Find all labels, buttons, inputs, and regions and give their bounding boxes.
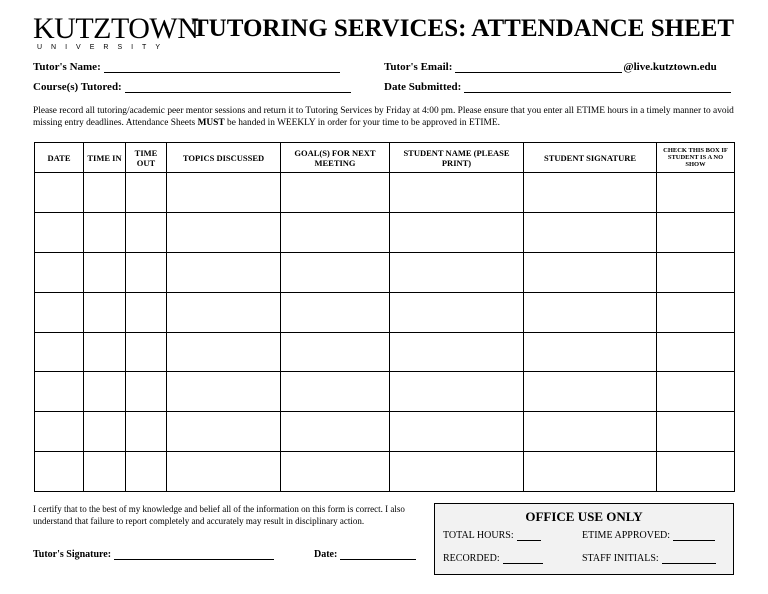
cell-student-signature[interactable]	[524, 452, 657, 492]
header-student-signature: STUDENT SIGNATURE	[524, 143, 657, 173]
date-submitted-label: Date Submitted:	[384, 81, 462, 93]
cell-date[interactable]	[35, 292, 84, 332]
signature-date-field[interactable]	[314, 548, 416, 560]
cell-no-show-checkbox[interactable]	[657, 252, 735, 292]
recorded-line[interactable]	[503, 553, 543, 564]
courses-label: Course(s) Tutored:	[33, 81, 122, 93]
cell-student-signature[interactable]	[524, 212, 657, 252]
cell-goals[interactable]	[281, 173, 390, 213]
cell-goals[interactable]	[281, 452, 390, 492]
cell-no-show-checkbox[interactable]	[657, 412, 735, 452]
cell-time-out[interactable]	[126, 173, 167, 213]
header-time-in: TIME IN	[84, 143, 126, 173]
header-time-out: TIME OUT	[126, 143, 167, 173]
office-title: OFFICE USE ONLY	[525, 509, 643, 524]
tutor-name-line[interactable]	[104, 60, 340, 73]
cell-no-show-checkbox[interactable]	[657, 452, 735, 492]
certification-text: I certify that to the best of my knowledge and belief all of the information on this form is correct. I also understand that failure to report completely and accurately may result in disciplinary action.	[33, 504, 405, 526]
courses-line[interactable]	[125, 80, 351, 93]
cell-time-in[interactable]	[84, 252, 126, 292]
cell-student-signature[interactable]	[524, 173, 657, 213]
cell-time-out[interactable]	[126, 412, 167, 452]
cell-date[interactable]	[35, 252, 84, 292]
attendance-table	[34, 142, 735, 492]
cell-no-show-checkbox[interactable]	[657, 292, 735, 332]
table-body	[35, 173, 735, 492]
cell-topics[interactable]	[167, 332, 281, 372]
cell-time-out[interactable]	[126, 372, 167, 412]
table-row	[35, 372, 735, 412]
cell-student-name[interactable]	[390, 212, 524, 252]
total-hours-label: TOTAL HOURS:	[443, 530, 514, 541]
office-use-box	[434, 503, 734, 575]
table-row	[35, 173, 735, 213]
cell-no-show-checkbox[interactable]	[657, 212, 735, 252]
cell-date[interactable]	[35, 372, 84, 412]
page-title: TUTORING SERVICES: ATTENDANCE SHEET	[192, 15, 735, 42]
cell-time-in[interactable]	[84, 212, 126, 252]
tutor-name-label: Tutor's Name:	[33, 61, 101, 73]
cell-no-show-checkbox[interactable]	[657, 173, 735, 213]
cell-student-name[interactable]	[390, 452, 524, 492]
courses-field[interactable]	[33, 80, 351, 93]
cell-topics[interactable]	[167, 452, 281, 492]
cell-topics[interactable]	[167, 372, 281, 412]
cell-topics[interactable]	[167, 292, 281, 332]
cell-time-in[interactable]	[84, 292, 126, 332]
cell-student-name[interactable]	[390, 292, 524, 332]
tutor-email-field[interactable]	[384, 60, 717, 73]
table-row	[35, 212, 735, 252]
cell-topics[interactable]	[167, 252, 281, 292]
cell-goals[interactable]	[281, 292, 390, 332]
cell-date[interactable]	[35, 332, 84, 372]
date-submitted-field[interactable]	[384, 80, 731, 93]
cell-no-show-checkbox[interactable]	[657, 332, 735, 372]
university-logo	[33, 12, 199, 53]
cell-topics[interactable]	[167, 212, 281, 252]
etime-approved-label: ETIME APPROVED:	[582, 530, 671, 541]
cell-date[interactable]	[35, 412, 84, 452]
cell-student-name[interactable]	[390, 412, 524, 452]
instructions	[33, 105, 738, 129]
cell-time-in[interactable]	[84, 173, 126, 213]
total-hours-line[interactable]	[517, 530, 541, 541]
cell-date[interactable]	[35, 212, 84, 252]
cell-student-signature[interactable]	[524, 372, 657, 412]
cell-student-signature[interactable]	[524, 412, 657, 452]
staff-initials-line[interactable]	[662, 553, 716, 564]
cell-time-in[interactable]	[84, 332, 126, 372]
tutor-name-field[interactable]	[33, 60, 340, 73]
logo-wordmark: KUTZTOWN	[33, 12, 199, 45]
recorded-field[interactable]	[443, 553, 543, 564]
cell-student-name[interactable]	[390, 372, 524, 412]
header-topics: TOPICS DISCUSSED	[167, 143, 281, 173]
cell-goals[interactable]	[281, 332, 390, 372]
cell-time-out[interactable]	[126, 252, 167, 292]
instructions-emphasis: MUST	[197, 118, 225, 128]
header-no-show: CHECK THIS BOX IF STUDENT IS A NO SHOW	[657, 143, 735, 173]
cell-student-signature[interactable]	[524, 292, 657, 332]
etime-approved-line[interactable]	[673, 530, 715, 541]
cell-no-show-checkbox[interactable]	[657, 372, 735, 412]
header-goals: GOAL(S) FOR NEXT MEETING	[281, 143, 390, 173]
cell-goals[interactable]	[281, 252, 390, 292]
cell-time-out[interactable]	[126, 212, 167, 252]
cell-topics[interactable]	[167, 412, 281, 452]
cell-student-signature[interactable]	[524, 252, 657, 292]
cell-goals[interactable]	[281, 372, 390, 412]
cell-time-in[interactable]	[84, 372, 126, 412]
table-row	[35, 332, 735, 372]
cell-topics[interactable]	[167, 173, 281, 213]
logo-subtitle: UNIVERSITY	[37, 44, 170, 51]
instructions-text-1: Please record all tutoring/academic peer mentor sessions and return it to Tutoring Services by Friday at 4:00 pm. Please ensure that you enter all ETIME hours in a timely manner to avoid missing entry deadlines. Attendance Sheets	[33, 106, 734, 128]
recorded-label: RECORDED:	[443, 553, 500, 564]
signature-date-label: Date:	[314, 549, 338, 560]
table-row	[35, 412, 735, 452]
cell-time-in[interactable]	[84, 452, 126, 492]
tutor-signature-field[interactable]	[33, 548, 274, 560]
email-domain: @live.kutztown.edu	[623, 61, 717, 73]
cell-student-name[interactable]	[390, 252, 524, 292]
header-date: DATE	[35, 143, 84, 173]
header-student-name: STUDENT NAME (PLEASE PRINT)	[390, 143, 524, 173]
cell-date[interactable]	[35, 452, 84, 492]
table-row	[35, 252, 735, 292]
signature-label: Tutor's Signature:	[33, 549, 112, 560]
date-submitted-line[interactable]	[464, 80, 731, 93]
etime-approved-field[interactable]	[582, 530, 715, 541]
cell-date[interactable]	[35, 173, 84, 213]
signature-line[interactable]	[114, 548, 274, 560]
header-row	[35, 143, 735, 173]
instructions-text-2: be handed in WEEKLY in order for your time to be approved in ETIME.	[224, 118, 500, 128]
cell-time-out[interactable]	[126, 292, 167, 332]
tutor-email-label: Tutor's Email:	[384, 61, 453, 73]
table-row	[35, 452, 735, 492]
total-hours-field[interactable]	[443, 530, 541, 541]
cell-time-out[interactable]	[126, 452, 167, 492]
cell-goals[interactable]	[281, 412, 390, 452]
cell-student-name[interactable]	[390, 173, 524, 213]
cell-time-out[interactable]	[126, 332, 167, 372]
cell-student-signature[interactable]	[524, 332, 657, 372]
tutor-email-line[interactable]	[455, 60, 622, 73]
staff-initials-field[interactable]	[582, 553, 716, 564]
table-row	[35, 292, 735, 332]
cell-goals[interactable]	[281, 212, 390, 252]
staff-initials-label: STAFF INITIALS:	[582, 553, 659, 564]
cell-time-in[interactable]	[84, 412, 126, 452]
cell-student-name[interactable]	[390, 332, 524, 372]
signature-date-line[interactable]	[340, 548, 416, 560]
